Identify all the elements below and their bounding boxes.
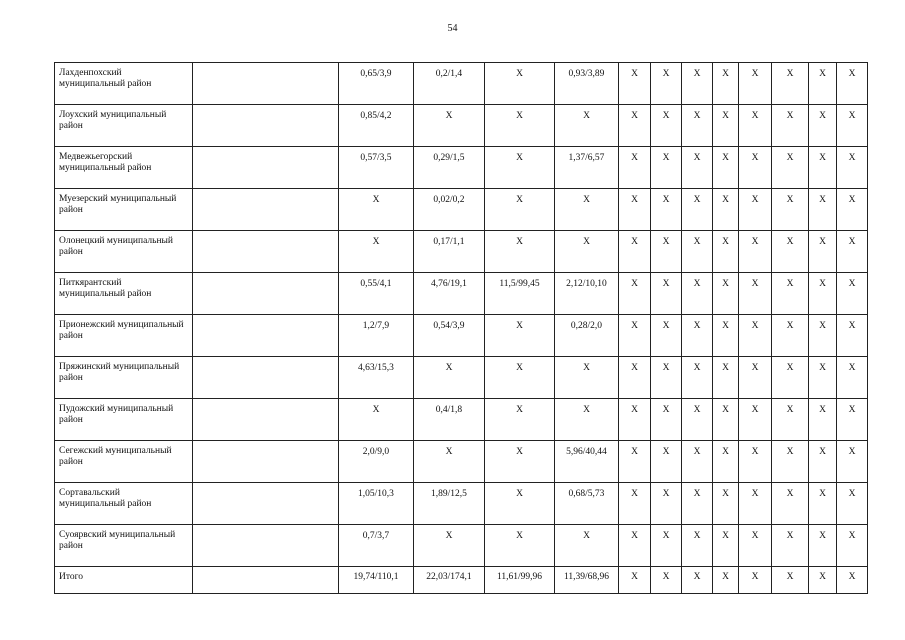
value-cell-c3: 11,61/99,96 xyxy=(485,567,555,594)
x-mark-cell: Х xyxy=(682,441,713,483)
x-mark-cell: Х xyxy=(619,441,651,483)
table-row xyxy=(55,483,868,525)
value-cell-c2: Х xyxy=(414,441,485,483)
value-cell-c2: 0,4/1,8 xyxy=(414,399,485,441)
x-mark-cell: Х xyxy=(739,63,772,105)
value-cell-c3: Х xyxy=(485,315,555,357)
district-name-cell: Лоухский муниципальный район xyxy=(55,105,193,147)
x-mark-cell: Х xyxy=(651,567,682,594)
total-row xyxy=(55,567,868,594)
x-mark-cell: Х xyxy=(713,525,739,567)
x-mark-cell: Х xyxy=(619,567,651,594)
x-mark-cell: Х xyxy=(619,63,651,105)
x-mark-cell: Х xyxy=(651,315,682,357)
value-cell-c2: 0,54/3,9 xyxy=(414,315,485,357)
x-mark-cell: Х xyxy=(651,357,682,399)
table-row xyxy=(55,63,868,105)
value-cell-c2: 0,2/1,4 xyxy=(414,63,485,105)
value-cell-c4: Х xyxy=(555,105,619,147)
x-mark-cell: Х xyxy=(713,189,739,231)
x-mark-cell: Х xyxy=(713,147,739,189)
x-mark-cell: Х xyxy=(619,357,651,399)
table-row xyxy=(55,441,868,483)
x-mark-cell: Х xyxy=(619,273,651,315)
district-name-cell: Пряжинский муниципальный район xyxy=(55,357,193,399)
x-mark-cell: Х xyxy=(809,147,837,189)
x-mark-cell: Х xyxy=(809,525,837,567)
x-mark-cell: Х xyxy=(682,567,713,594)
x-mark-cell: Х xyxy=(772,273,809,315)
x-mark-cell: Х xyxy=(809,441,837,483)
x-mark-cell: Х xyxy=(651,483,682,525)
district-name-cell: Прионежский муниципальный район xyxy=(55,315,193,357)
district-name-cell: Суоярвский муниципальный район xyxy=(55,525,193,567)
x-mark-cell: Х xyxy=(837,105,868,147)
x-mark-cell: Х xyxy=(713,315,739,357)
empty-cell xyxy=(193,231,339,273)
district-name-cell: Медвежьегорский муниципальный район xyxy=(55,147,193,189)
x-mark-cell: Х xyxy=(772,105,809,147)
value-cell-c1: 4,63/15,3 xyxy=(339,357,414,399)
value-cell-c2: Х xyxy=(414,105,485,147)
empty-cell xyxy=(193,189,339,231)
x-mark-cell: Х xyxy=(837,273,868,315)
x-mark-cell: Х xyxy=(651,63,682,105)
table-row xyxy=(55,315,868,357)
x-mark-cell: Х xyxy=(739,105,772,147)
x-mark-cell: Х xyxy=(837,483,868,525)
empty-cell xyxy=(193,525,339,567)
table-row xyxy=(55,189,868,231)
x-mark-cell: Х xyxy=(809,399,837,441)
value-cell-c3: Х xyxy=(485,357,555,399)
empty-cell xyxy=(193,483,339,525)
district-name-cell: Питкярантский муниципальный район xyxy=(55,273,193,315)
value-cell-c3: Х xyxy=(485,483,555,525)
x-mark-cell: Х xyxy=(619,147,651,189)
x-mark-cell: Х xyxy=(739,147,772,189)
x-mark-cell: Х xyxy=(809,189,837,231)
x-mark-cell: Х xyxy=(713,357,739,399)
x-mark-cell: Х xyxy=(837,147,868,189)
x-mark-cell: Х xyxy=(682,315,713,357)
x-mark-cell: Х xyxy=(619,189,651,231)
value-cell-c2: 4,76/19,1 xyxy=(414,273,485,315)
x-mark-cell: Х xyxy=(837,525,868,567)
x-mark-cell: Х xyxy=(837,231,868,273)
x-mark-cell: Х xyxy=(682,399,713,441)
x-mark-cell: Х xyxy=(772,231,809,273)
x-mark-cell: Х xyxy=(619,315,651,357)
x-mark-cell: Х xyxy=(739,357,772,399)
x-mark-cell: Х xyxy=(837,315,868,357)
empty-cell xyxy=(193,357,339,399)
value-cell-c1: 19,74/110,1 xyxy=(339,567,414,594)
table-row xyxy=(55,273,868,315)
value-cell-c1: 0,55/4,1 xyxy=(339,273,414,315)
x-mark-cell: Х xyxy=(739,189,772,231)
x-mark-cell: Х xyxy=(739,315,772,357)
table-row xyxy=(55,399,868,441)
district-name-cell: Сегежский муниципальный район xyxy=(55,441,193,483)
district-name-cell: Муезерский муниципальный район xyxy=(55,189,193,231)
x-mark-cell: Х xyxy=(682,525,713,567)
value-cell-c3: Х xyxy=(485,441,555,483)
value-cell-c3: Х xyxy=(485,525,555,567)
table-body xyxy=(55,63,868,594)
value-cell-c2: 0,29/1,5 xyxy=(414,147,485,189)
x-mark-cell: Х xyxy=(837,357,868,399)
x-mark-cell: Х xyxy=(809,315,837,357)
value-cell-c2: 0,02/0,2 xyxy=(414,189,485,231)
table-row xyxy=(55,357,868,399)
x-mark-cell: Х xyxy=(651,525,682,567)
x-mark-cell: Х xyxy=(772,525,809,567)
x-mark-cell: Х xyxy=(651,399,682,441)
x-mark-cell: Х xyxy=(619,483,651,525)
x-mark-cell: Х xyxy=(837,399,868,441)
x-mark-cell: Х xyxy=(739,399,772,441)
x-mark-cell: Х xyxy=(651,231,682,273)
value-cell-c2: 0,17/1,1 xyxy=(414,231,485,273)
value-cell-c4: 11,39/68,96 xyxy=(555,567,619,594)
district-name-cell: Лахденпохский муниципальный район xyxy=(55,63,193,105)
table-row xyxy=(55,231,868,273)
x-mark-cell: Х xyxy=(837,567,868,594)
district-name-cell: Итого xyxy=(55,567,193,594)
x-mark-cell: Х xyxy=(651,273,682,315)
x-mark-cell: Х xyxy=(713,399,739,441)
value-cell-c4: Х xyxy=(555,525,619,567)
x-mark-cell: Х xyxy=(713,273,739,315)
x-mark-cell: Х xyxy=(682,231,713,273)
value-cell-c2: Х xyxy=(414,525,485,567)
x-mark-cell: Х xyxy=(809,483,837,525)
x-mark-cell: Х xyxy=(809,567,837,594)
x-mark-cell: Х xyxy=(619,231,651,273)
empty-cell xyxy=(193,567,339,594)
x-mark-cell: Х xyxy=(739,441,772,483)
value-cell-c1: 2,0/9,0 xyxy=(339,441,414,483)
x-mark-cell: Х xyxy=(713,567,739,594)
value-cell-c3: Х xyxy=(485,105,555,147)
x-mark-cell: Х xyxy=(713,105,739,147)
value-cell-c3: Х xyxy=(485,63,555,105)
value-cell-c1: 0,65/3,9 xyxy=(339,63,414,105)
empty-cell xyxy=(193,63,339,105)
x-mark-cell: Х xyxy=(809,273,837,315)
value-cell-c1: Х xyxy=(339,189,414,231)
value-cell-c4: 0,28/2,0 xyxy=(555,315,619,357)
value-cell-c3: Х xyxy=(485,231,555,273)
x-mark-cell: Х xyxy=(772,189,809,231)
value-cell-c3: Х xyxy=(485,399,555,441)
x-mark-cell: Х xyxy=(739,231,772,273)
x-mark-cell: Х xyxy=(772,567,809,594)
x-mark-cell: Х xyxy=(651,189,682,231)
x-mark-cell: Х xyxy=(739,567,772,594)
x-mark-cell: Х xyxy=(713,441,739,483)
x-mark-cell: Х xyxy=(772,63,809,105)
x-mark-cell: Х xyxy=(772,441,809,483)
value-cell-c4: Х xyxy=(555,231,619,273)
x-mark-cell: Х xyxy=(682,189,713,231)
x-mark-cell: Х xyxy=(809,105,837,147)
empty-cell xyxy=(193,399,339,441)
empty-cell xyxy=(193,105,339,147)
page-number: 54 xyxy=(447,23,458,34)
x-mark-cell: Х xyxy=(682,63,713,105)
value-cell-c4: Х xyxy=(555,399,619,441)
x-mark-cell: Х xyxy=(772,357,809,399)
x-mark-cell: Х xyxy=(739,483,772,525)
x-mark-cell: Х xyxy=(837,441,868,483)
value-cell-c1: 1,2/7,9 xyxy=(339,315,414,357)
value-cell-c4: 0,93/3,89 xyxy=(555,63,619,105)
table-row xyxy=(55,105,868,147)
x-mark-cell: Х xyxy=(772,483,809,525)
value-cell-c1: Х xyxy=(339,231,414,273)
x-mark-cell: Х xyxy=(651,105,682,147)
x-mark-cell: Х xyxy=(651,441,682,483)
x-mark-cell: Х xyxy=(682,147,713,189)
empty-cell xyxy=(193,441,339,483)
value-cell-c4: 1,37/6,57 xyxy=(555,147,619,189)
value-cell-c1: 0,85/4,2 xyxy=(339,105,414,147)
value-cell-c2: 22,03/174,1 xyxy=(414,567,485,594)
x-mark-cell: Х xyxy=(682,357,713,399)
x-mark-cell: Х xyxy=(619,525,651,567)
x-mark-cell: Х xyxy=(619,399,651,441)
value-cell-c3: Х xyxy=(485,189,555,231)
value-cell-c3: Х xyxy=(485,147,555,189)
value-cell-c2: Х xyxy=(414,357,485,399)
x-mark-cell: Х xyxy=(713,231,739,273)
value-cell-c4: Х xyxy=(555,189,619,231)
x-mark-cell: Х xyxy=(772,315,809,357)
empty-cell xyxy=(193,147,339,189)
x-mark-cell: Х xyxy=(809,63,837,105)
x-mark-cell: Х xyxy=(809,357,837,399)
district-name-cell: Олонецкий муниципальный район xyxy=(55,231,193,273)
table-row xyxy=(55,525,868,567)
value-cell-c4: 5,96/40,44 xyxy=(555,441,619,483)
value-cell-c3: 11,5/99,45 xyxy=(485,273,555,315)
x-mark-cell: Х xyxy=(682,105,713,147)
value-cell-c1: 0,57/3,5 xyxy=(339,147,414,189)
table-row xyxy=(55,147,868,189)
district-name-cell: Сортавальский муниципальный район xyxy=(55,483,193,525)
empty-cell xyxy=(193,315,339,357)
x-mark-cell: Х xyxy=(772,147,809,189)
x-mark-cell: Х xyxy=(739,273,772,315)
x-mark-cell: Х xyxy=(713,483,739,525)
x-mark-cell: Х xyxy=(682,273,713,315)
x-mark-cell: Х xyxy=(809,231,837,273)
x-mark-cell: Х xyxy=(682,483,713,525)
x-mark-cell: Х xyxy=(651,147,682,189)
data-table xyxy=(54,62,868,594)
x-mark-cell: Х xyxy=(837,63,868,105)
value-cell-c4: 2,12/10,10 xyxy=(555,273,619,315)
district-name-cell: Пудожский муниципальный район xyxy=(55,399,193,441)
x-mark-cell: Х xyxy=(619,105,651,147)
value-cell-c4: 0,68/5,73 xyxy=(555,483,619,525)
empty-cell xyxy=(193,273,339,315)
x-mark-cell: Х xyxy=(772,399,809,441)
x-mark-cell: Х xyxy=(739,525,772,567)
value-cell-c1: 1,05/10,3 xyxy=(339,483,414,525)
x-mark-cell: Х xyxy=(837,189,868,231)
value-cell-c1: 0,7/3,7 xyxy=(339,525,414,567)
value-cell-c4: Х xyxy=(555,357,619,399)
value-cell-c2: 1,89/12,5 xyxy=(414,483,485,525)
x-mark-cell: Х xyxy=(713,63,739,105)
value-cell-c1: Х xyxy=(339,399,414,441)
